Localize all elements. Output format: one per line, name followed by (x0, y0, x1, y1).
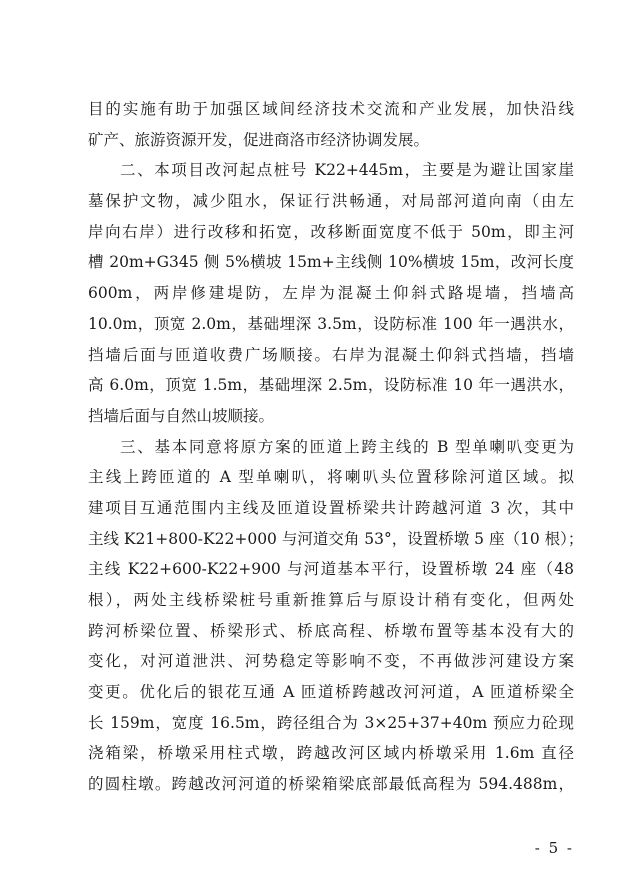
text-line: 变更。优化后的银花互通 A 匝道桥跨越改河河道，A 匝道桥梁全 (88, 683, 574, 702)
text-line: 主线上跨匝道的 A 型单喇叭，将喇叭头位置移除河道区域。拟 (88, 468, 574, 487)
text-line: 三、基本同意将原方案的匝道上跨主线的 B 型单喇叭变更为 (120, 437, 574, 456)
text-line: 建项目互通范围内主线及匝道设置桥梁共计跨越河道 3 次，其中 (88, 498, 574, 517)
text-line: 浇箱梁，桥墩采用柱式墩，跨越改河区域内桥墩采用 1.6m 直径 (88, 744, 574, 763)
text-line: 岸向右岸）进行改移和拓宽，改移断面宽度不低于 50m，即主河 (88, 222, 574, 241)
paragraph-2 (88, 155, 574, 431)
text-line: 10.0m，顶宽 2.0m，基础埋深 3.5m，设防标准 100 年一遇洪水， (88, 314, 574, 333)
body-text (88, 94, 584, 800)
text-line: 高 6.0m，顶宽 1.5m，基础埋深 2.5m，设防标准 10 年一遇洪水， (88, 376, 574, 395)
text-line: 目的实施有助于加强区域间经济技术交流和产业发展，加快沿线 (88, 100, 574, 118)
paragraph-1 (88, 94, 574, 155)
text-line: 二、本项目改河起点桩号 K22+445m，主要是为避让国家崖 (120, 161, 574, 180)
text-line: 挡墙后面与自然山坡顺接。 (88, 406, 275, 425)
text-line: 的圆柱墩。跨越改河河道的桥梁箱梁底部最低高程为 594.488m， (88, 775, 574, 794)
text-line: 变化，对河道泄洪、河势稳定等影响不变，不再做涉河建设方案 (88, 652, 574, 671)
text-line: 根），两处主线桥梁桩号重新推算后与原设计稍有变化，但两处 (88, 591, 574, 609)
text-line: 挡墙后面与匝道收费广场顺接。右岸为混凝土仰斜式挡墙，挡墙 (88, 345, 574, 364)
text-line: 墓保护文物，减少阻水，保证行洪畅通，对局部河道向南（由左 (88, 192, 574, 211)
text-line: 主线 K21+800-K22+000 与河道交角 53°，设置桥墩 5 座（10 根）； (88, 529, 584, 548)
text-line: 600m，两岸修建堤防，左岸为混凝土仰斜式路堤墙，挡墙高 (88, 284, 574, 303)
text-line: 主线 K22+600-K22+900 与河道基本平行，设置桥墩 24 座（48 (88, 560, 574, 579)
text-line: 长 159m，宽度 16.5m，跨径组合为 3×25+37+40m 预应力砼现 (88, 713, 574, 732)
paragraph-3 (88, 432, 584, 800)
text-line: 矿产、旅游资源开发，促进商洛市经济协调发展。 (88, 130, 430, 149)
text-line: 跨河桥梁位置、桥梁形式、桥底高程、桥墩布置等基本没有大的 (88, 621, 574, 640)
page-number: - 5 - (534, 839, 574, 857)
text-line: 槽 20m+G345 侧 5%横坡 15m+主线侧 10%横坡 15m，改河长度 (88, 253, 574, 272)
